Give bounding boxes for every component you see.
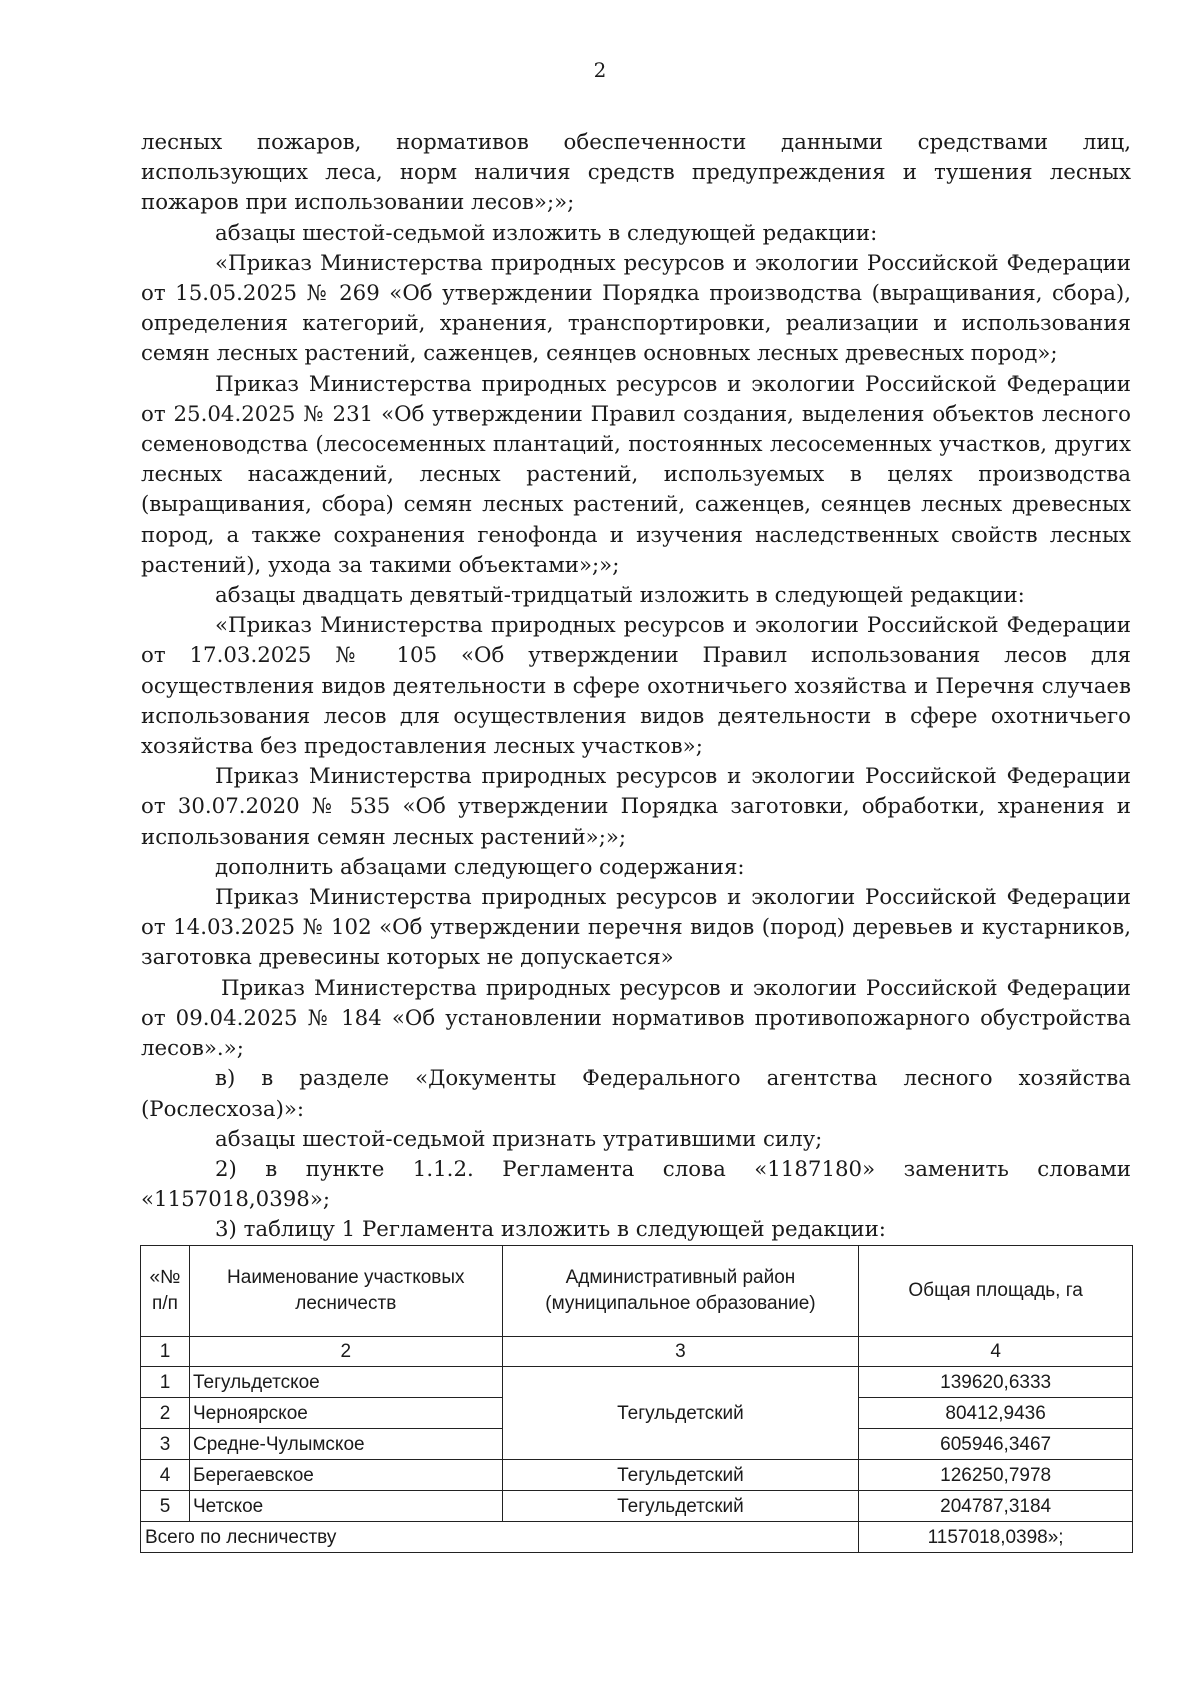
paragraph: Приказ Министерства природных ресурсов и экологии Российской Федерации от 30.07.2020 № 535 «Об утверждении Порядка заготовки, обработки, хранения и использования семян лесных растений»;»;	[141, 764, 1131, 850]
forestry-name: Четское	[189, 1491, 502, 1522]
row-number: 5	[141, 1491, 190, 1522]
paragraph: «Приказ Министерства природных ресурсов и экологии Российской Федерации от 15.05.2025 № 269 «Об утверждении Порядка производства (выращивания, сбора), определения категорий, хранения, транспортировки, реализации и использования семян лесных растений, саженцев, сеянцев основных лесных древесных пород»;	[141, 250, 1131, 367]
paragraph: лесных пожаров, нормативов обеспеченности данными средствами лиц, использующих леса, норм наличия средств предупреждения и тушения лесных пожаров при использовании лесов»;»;	[141, 130, 1131, 216]
paragraph: в) в разделе «Документы Федерального агентства лесного хозяйства (Рослесхоза)»:	[141, 1066, 1131, 1122]
header-cell-number: «№ п/п	[141, 1246, 190, 1337]
row-number: 3	[141, 1429, 190, 1460]
table-row	[141, 1460, 1133, 1491]
header-cell-area: Общая площадь, га	[859, 1246, 1133, 1337]
column-number-row	[141, 1337, 1133, 1367]
forestry-table-wrapper	[140, 1245, 1133, 1553]
row-number: 2	[141, 1398, 190, 1429]
forestry-name: Черноярское	[189, 1398, 502, 1429]
paragraph: Приказ Министерства природных ресурсов и экологии Российской Федерации от 14.03.2025 № 102 «Об утверждении перечня видов (пород) деревьев и кустарников, заготовка древесины которых не допускается»	[141, 885, 1131, 971]
header-cell-district: Административный район (муниципальное образование)	[502, 1246, 859, 1337]
forestry-name: Берегаевское	[189, 1460, 502, 1491]
paragraph: «Приказ Министерства природных ресурсов и экологии Российской Федерации от 17.03.2025 № 105 «Об утверждении Правил использования лесов для осуществления видов деятельности в сфере охотничьего хозяйства и Перечня случаев использования лесов для осуществления видов деятельности в сфере охотничьего хозяйства без предоставления лесных участков»;	[141, 613, 1131, 760]
table-row	[141, 1491, 1133, 1522]
row-number: 4	[141, 1460, 190, 1491]
paragraph: Приказ Министерства природных ресурсов и экологии Российской Федерации от 09.04.2025 № 184 «Об установлении нормативов противопожарного обустройства лесов».»;	[141, 975, 1131, 1062]
total-label: Всего по лесничеству	[141, 1522, 859, 1553]
table-row	[141, 1367, 1133, 1398]
column-number: 2	[189, 1337, 502, 1367]
forestry-name: Тегульдетское	[189, 1367, 502, 1398]
total-value: 1157018,0398»;	[859, 1522, 1133, 1553]
page-number: 2	[593, 58, 607, 82]
paragraph: Приказ Министерства природных ресурсов и экологии Российской Федерации от 25.04.2025 № 231 «Об утверждении Правил создания, выделения объектов лесного семеноводства (лесосеменных плантаций, постоянных лесосеменных участков, других лесных насаждений, лесных растений, используемых в целях производства (выращивания, сбора) семян лесных растений, саженцев, сеянцев лесных древесных пород, а также сохранения генофонда и изучения наследственных свойств лесных растений), ухода за такими объектами»;»;	[141, 371, 1131, 578]
area-value: 139620,6333	[859, 1367, 1133, 1398]
area-value: 126250,7978	[859, 1460, 1133, 1491]
table-header-row	[141, 1246, 1133, 1337]
paragraph: 3) таблицу 1 Регламента изложить в следующей редакции:	[215, 1217, 886, 1243]
paragraph: 2) в пункте 1.1.2. Регламента слова «1187180» заменить словами «1157018,0398»;	[141, 1156, 1131, 1213]
header-cell-name: Наименование участковых лесничеств	[189, 1246, 502, 1337]
table-total-row	[141, 1522, 1133, 1553]
area-value: 80412,9436	[859, 1398, 1133, 1429]
district-name: Тегульдетский	[502, 1367, 859, 1460]
document-body	[141, 128, 1131, 1246]
paragraph: абзацы шестой-седьмой признать утратившими силу;	[215, 1126, 823, 1152]
paragraph: дополнить абзацами следующего содержания:	[215, 854, 745, 880]
column-number: 1	[141, 1337, 190, 1367]
column-number: 3	[502, 1337, 859, 1367]
row-number: 1	[141, 1367, 190, 1398]
district-name: Тегульдетский	[502, 1491, 859, 1522]
district-name: Тегульдетский	[502, 1460, 859, 1491]
forestry-name: Средне-Чулымское	[189, 1429, 502, 1460]
column-number: 4	[859, 1337, 1133, 1367]
paragraph: абзацы двадцать девятый-тридцатый изложить в следующей редакции:	[215, 583, 1025, 609]
paragraph: абзацы шестой-седьмой изложить в следующей редакции:	[215, 220, 878, 246]
area-value: 605946,3467	[859, 1429, 1133, 1460]
area-value: 204787,3184	[859, 1491, 1133, 1522]
forestry-table	[140, 1245, 1133, 1553]
